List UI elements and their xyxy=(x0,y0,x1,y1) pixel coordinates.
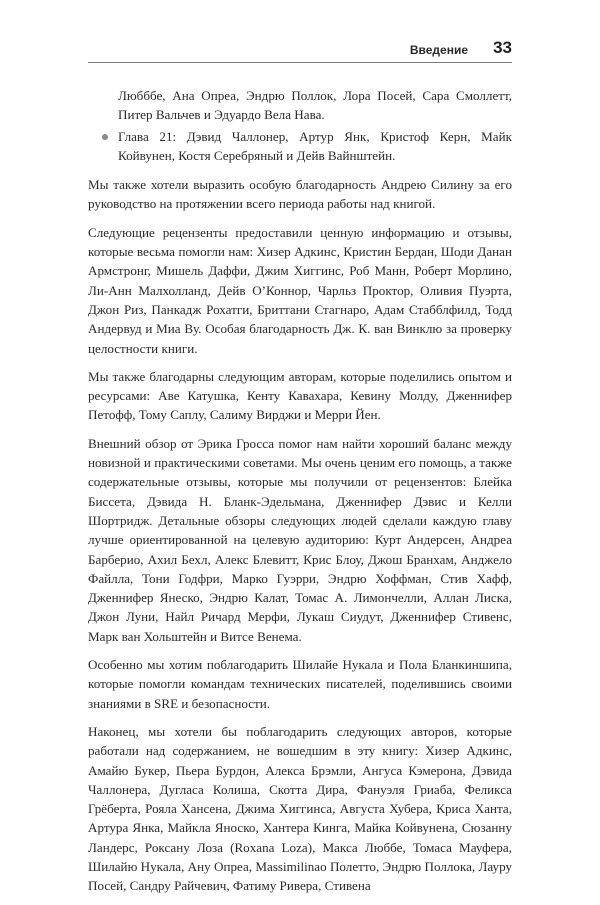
paragraph: Внешний обзор от Эрика Гросса помог нам найти хороший баланс между новизной и практическими советами. Мы очень ценим его помощь, а также содержательные отзывы, которые мы получили от рецензентов: Блейка Биссета, Дэвида Н. Бланк-Эдельмана, Дженнифер Дэвис и Келли Шортридж. Детальные обзоры следующих людей сделали каждую главу лучше ориентированной на целевую аудиторию: Курт Андерсен, Андреа Барберио, Ахил Бехл, Алекс Блевитт, Крис Блоу, Джош Бранхам, Анджело Файлла, Тони Годфри, Марко Гуэрри, Эндрю Хоффман, Стив Хафф, Дженнифер Янеско, Эндрю Калат, Томас А. Лимончелли, Аллан Лиска, Джон Луни, Найл Ричард Мерфи, Лукаш Сиудут, Дженнифер Стивенс, Марк ван Хольштейн и Витсе Венема. xyxy=(88,435,512,644)
paragraph: Мы также хотели выразить особую благодарность Андрею Силину за его руководство на протяжении всего периода работы над книгой. xyxy=(88,177,512,212)
section-title: Введение xyxy=(409,43,468,57)
running-header xyxy=(88,37,512,63)
bullet-icon xyxy=(102,134,108,140)
page-number: 33 xyxy=(493,38,512,57)
list-continuation: Любббе, Ана Опреа, Эндрю Поллок, Лора Посей, Сара Смоллетт, Питер Вальчев и Эдуардо Вела Нава. xyxy=(118,88,512,123)
paragraph: Особенно мы хотим поблагодарить Шилайе Нукала и Пола Бланкиншипа, которые помогли командам технических писателей, поделившись своими знаниями в SRE и безопасности. xyxy=(88,657,512,711)
list-item xyxy=(88,127,512,166)
paragraph: Мы также благодарны следующим авторам, которые поделились опытом и ресурсами: Аве Катушка, Кенту Кавахара, Кевину Молду, Дженнифер Петофф, Тому Саплу, Салиму Вирджи и Мерри Йен. xyxy=(88,368,512,423)
paragraph: Следующие рецензенты предоставили ценную информацию и отзывы, которые весьма помогли нам: Хизер Адкинс, Кристин Бердан, Шоди Данан Армстронг, Мишель Даффи, Джим Хиггинс, Роб Манн, Роберт Морлино, Ли-Анн Малхолланд, Дейв О’Коннор, Чарльз Проктор, Оливия Пуэрта, Джон Риз, Панкадж Рохатги, Бриттани Стагнаро, Адам Стабблфилд, Тодд Андервуд и Миа Ву. Особая благодарность Дж. К. ван Винклю за проверку целостности книги. xyxy=(88,224,512,356)
paragraph: Наконец, мы хотели бы поблагодарить следующих авторов, которые работали над содержанием, не вошедшим в эту книгу: Хизер Адкинс, Амайю Букер, Пьера Бурдон, Алекса Брэмли, Ангуса Кэмерона, Дэвида Чаллонера, Дугласа Колиша, Скотта Дира, Фануэля Гриаба, Феликса Грёберта, Рояла Хансена, Джима Хиггинса, Августа Хубера, Криса Ханта, Артура Янка, Майкла Яноско, Хантера Кинга, Майка Койвунена, Сюзанну Ландерс, Роксану Лоза (Roxana Loza), Макса Люббе, Томаса Мауфера, Шилайю Нукала, Ану Опреа, Massimilinao Полетто, Эндрю Поллока, Лауру Посей, Сандру Райчевич, Фатиму Ривера, Стивена xyxy=(88,723,512,894)
page-body xyxy=(88,86,512,905)
header-rule xyxy=(88,62,512,63)
list-item-text: Глава 21: Дэвид Чаллонер, Артур Янк, Кристоф Керн, Майк Койвунен, Костя Серебряный и Дейв Вайнштейн. xyxy=(118,128,512,163)
